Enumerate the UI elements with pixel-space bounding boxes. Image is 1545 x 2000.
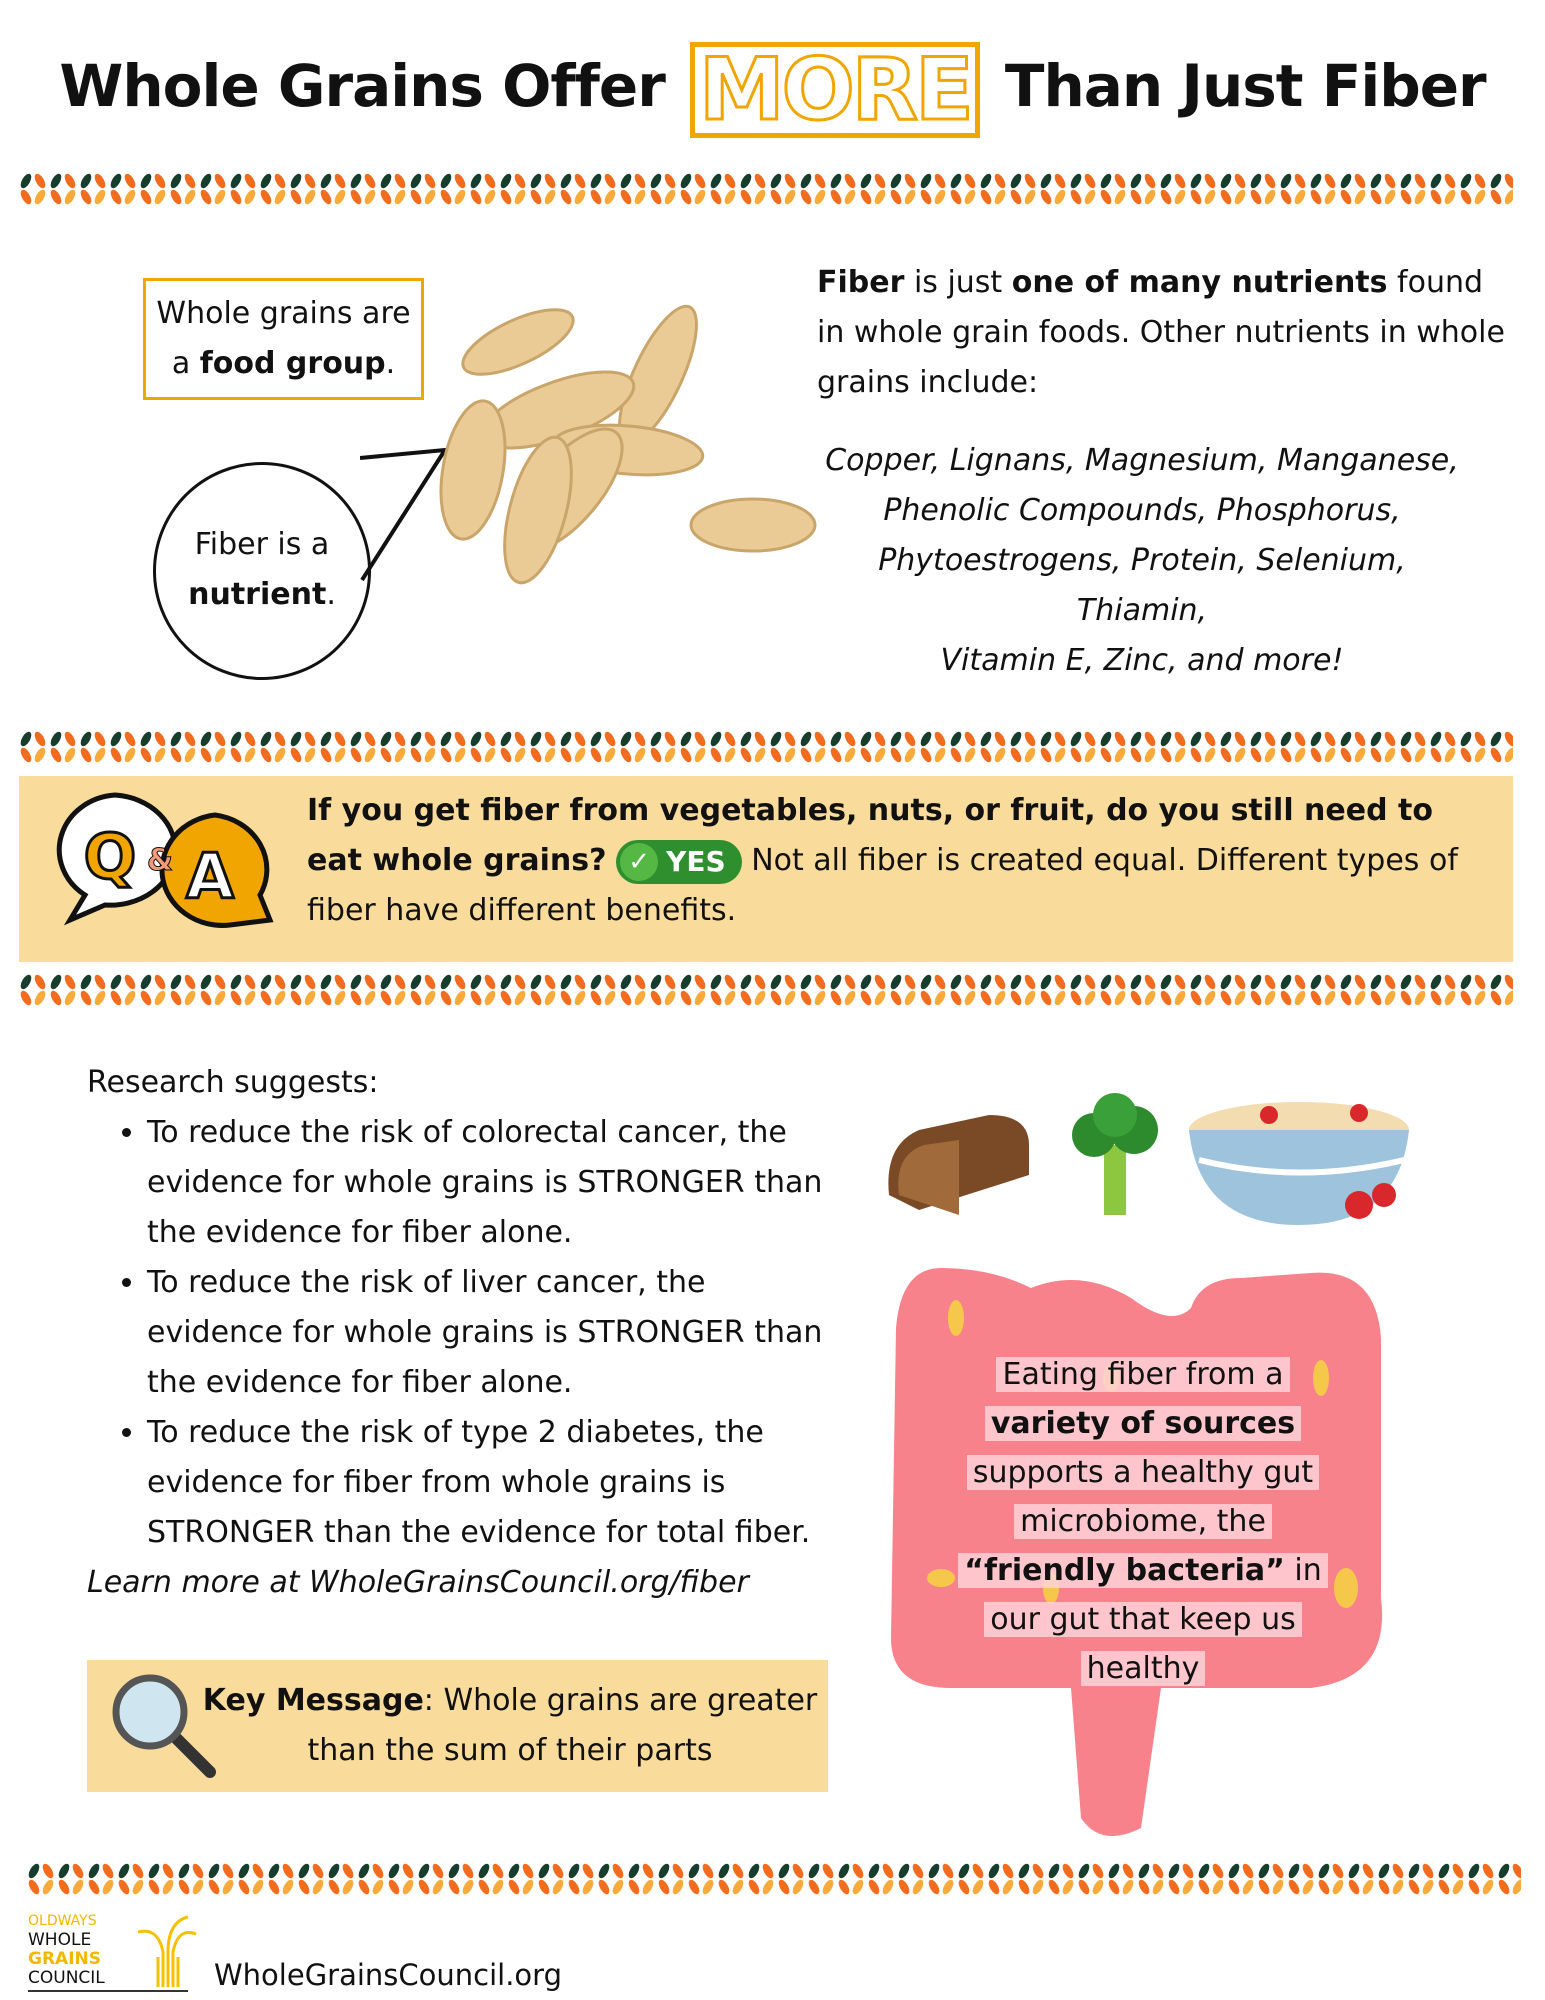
website-link[interactable]: WholeGrainsCouncil.org xyxy=(214,1958,562,1992)
gut-microbiome-text: Eating fiber from a variety of sources supports a healthy gut microbiome, the “friendly bacteria” in our gut that keep us healthy xyxy=(940,1350,1346,1693)
leaf-border-divider xyxy=(26,1862,1521,1896)
key-message-text: Key Message: Whole grains are greater than the sum of their parts xyxy=(202,1683,818,1768)
fiber-intro-text: Fiber is just one of many nutrients found in whole grain foods. Other nutrients in whole grains include: xyxy=(817,265,1505,400)
research-section: Research suggests: • To reduce the risk of colorectal cancer, the evidence for whole grains is STRONGER than the evidence for fiber alone. • To reduce the risk of liver cancer, the evidence for whole grains is STRONGER than the evidence for fiber alone. • To reduce the risk of type 2 diabetes, the evidence for fiber from whole grains is STRONGER than the evidence for total fiber. Learn more at WholeGrainsCouncil.org/fiber xyxy=(87,1058,847,1608)
learn-more-link[interactable]: Learn more at WholeGrainsCouncil.org/fiber xyxy=(87,1565,749,1600)
qa-icon xyxy=(45,790,285,930)
checkmark-icon: ✓ xyxy=(620,843,658,881)
bread-icon xyxy=(888,1115,1029,1215)
research-item: • To reduce the risk of liver cancer, the evidence for whole grains is STRONGER than the evidence for fiber alone. xyxy=(147,1258,847,1408)
whole-grains-council-logo: OLDWAYS WHOLE GRAINS COUNCIL xyxy=(28,1912,188,1992)
oat-grains-illustration xyxy=(428,300,818,600)
broccoli-icon xyxy=(1072,1093,1158,1215)
qa-text: If you get fiber from vegetables, nuts, or fruit, do you still need to eat whole grains? ✓ YES Not all fiber is created equal. Different types of fiber have different benefits. xyxy=(307,793,1458,928)
title-highlight: MORE xyxy=(690,42,980,138)
nutrient-callout: Fiber is a nutrient. xyxy=(153,462,371,680)
research-item: • To reduce the risk of type 2 diabetes, the evidence for fiber from whole grains is STRONGER than the evidence for total fiber. xyxy=(147,1408,847,1558)
food-group-callout: Whole grains are a food group. xyxy=(143,278,424,400)
leaf-border-divider xyxy=(18,730,1513,764)
leaf-border-divider xyxy=(18,172,1513,206)
leaf-border-divider xyxy=(18,973,1513,1007)
oatmeal-bowl-icon xyxy=(1189,1102,1409,1225)
page-title: Whole Grains Offer MORE Than Just Fiber xyxy=(59,40,1486,140)
wheat-sheaf-icon xyxy=(138,1912,198,1988)
svg-text:Q: Q xyxy=(83,820,137,893)
yes-badge: ✓ YES xyxy=(616,840,742,884)
nutrient-list: Copper, Lignans, Magnesium, Manganese, Phenolic Compounds, Phosphorus, Phytoestrogens, Protein, Selenium, Thiamin, Vitamin E, Zinc, and more! xyxy=(825,443,1459,678)
svg-text:A: A xyxy=(186,840,234,913)
svg-text:&: & xyxy=(146,843,174,878)
fiber-foods-illustration xyxy=(879,1085,1439,1235)
research-item: • To reduce the risk of colorectal cancer, the evidence for whole grains is STRONGER than the evidence for fiber alone. xyxy=(147,1108,847,1258)
